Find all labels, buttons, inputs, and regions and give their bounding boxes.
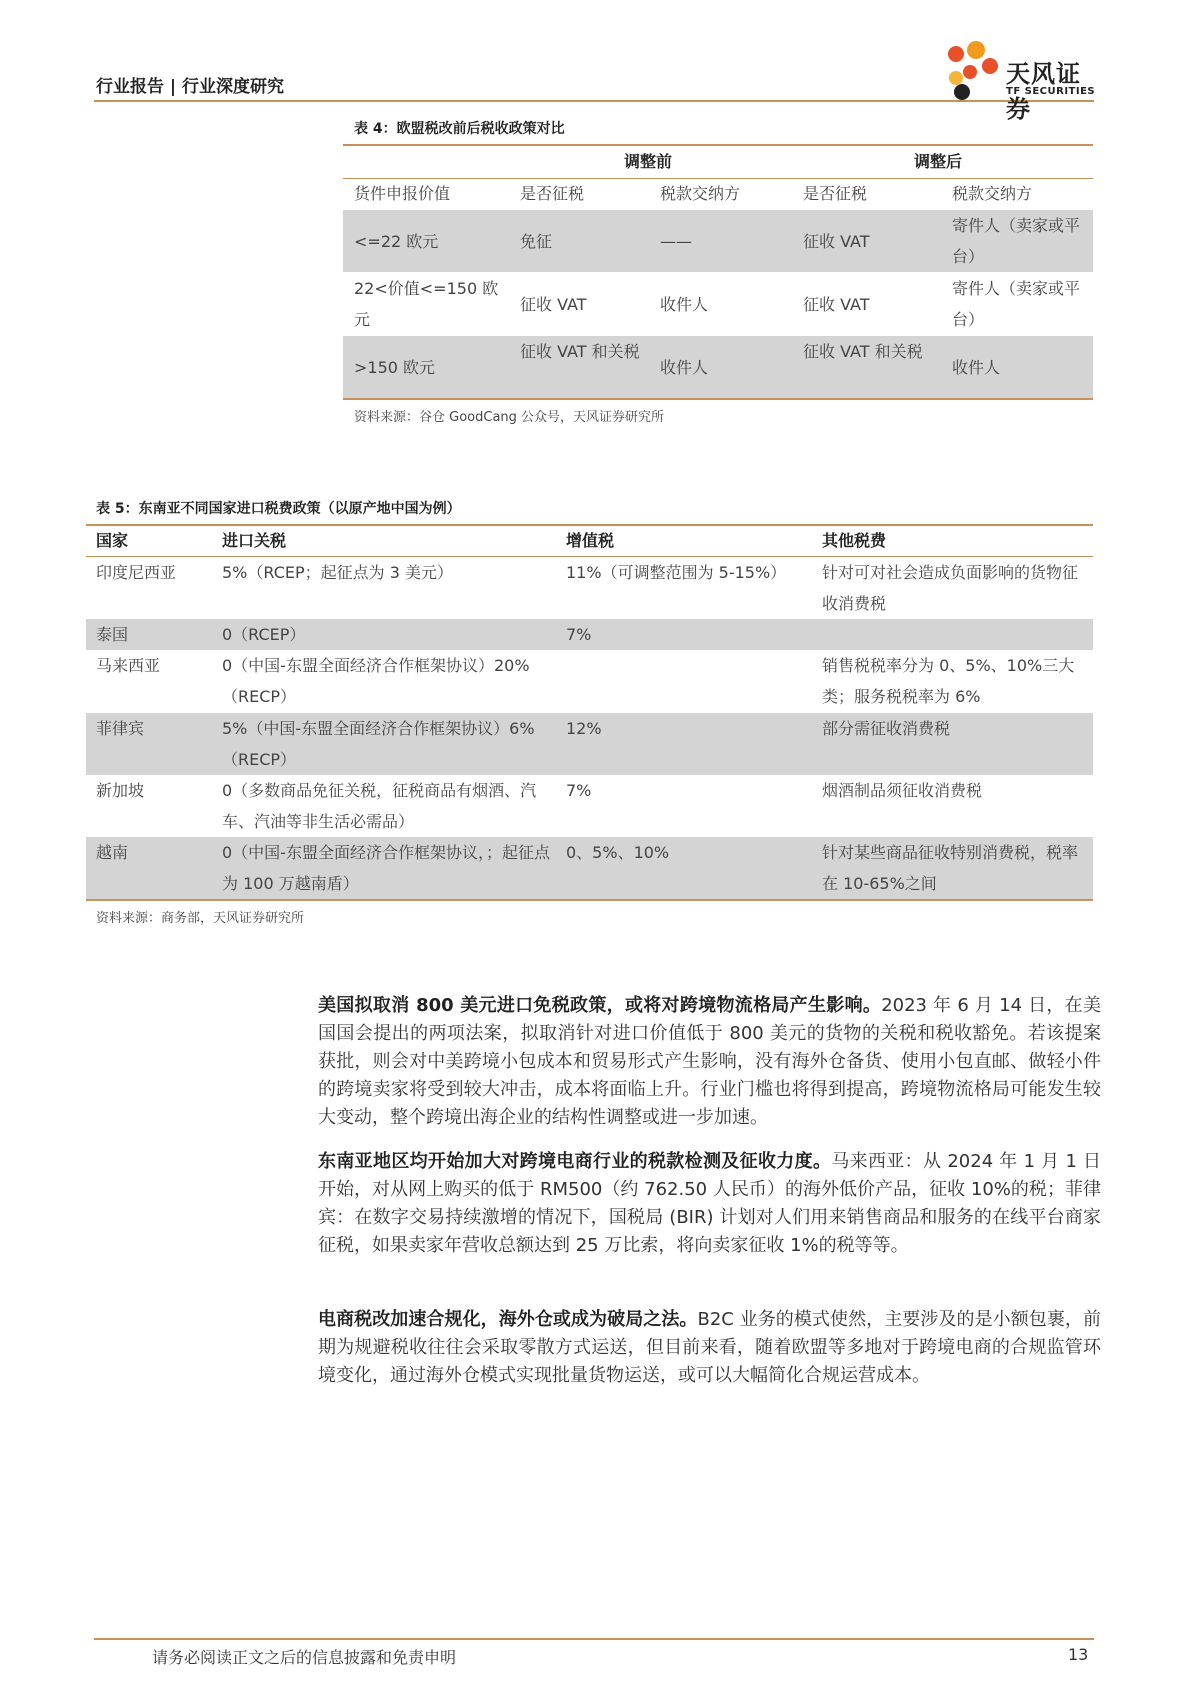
paragraph-body: 2023 年 6 月 14 日，在美国国会提出的两项法案，拟取消针对进口价值低于 800 美元的货物的关税和税收豁免。若该提案获批，则会对中美跨境小包成本和贸易形式产生影响，没有海外仓备货、使用小包直邮、做轻小件的跨境卖家将受到较大冲击，成本将面临上升。行业门槛也将得到提高，跨境物流格局可能发生较大变动，整个跨境出海企业的结构性调整或进一步加速。 xyxy=(318,995,1101,1128)
table-cell: 寄件人（卖家或平台） xyxy=(952,216,1081,266)
table4-col-payer-after: 税款交纳方 xyxy=(952,184,1033,203)
table-cell: 22<价值<=150 欧元 xyxy=(354,279,499,329)
paragraph-overseas-warehouse xyxy=(318,1306,1101,1390)
table5-bottom-rule xyxy=(86,899,1093,901)
paragraph-body: 马来西亚：从 2024 年 1 月 1 日开始，对从网上购买的低于 RM500（约 762.50 人民币）的海外低价产品，征收 10%的税；菲律宾：在数字交易持续激增的情况下，国税局 (BIR) 计划对人们用来销售商品和服务的在线平台商家征税，如果卖家年营收总额达到 25 万比索，将向卖家征收 1%的税等等。 xyxy=(318,1151,1102,1256)
table-cell: 菲律宾 xyxy=(96,719,145,738)
table4-caption: 表 4：欧盟税改前后税收政策对比 xyxy=(354,121,565,137)
company-logo xyxy=(942,40,1102,123)
paragraph-us-tax xyxy=(318,992,1101,1132)
table4-col-taxed-before: 是否征税 xyxy=(520,184,585,203)
report-type: 行业报告 | 行业深度研究 xyxy=(96,77,285,97)
table5-caption: 表 5：东南亚不同国家进口税费政策（以原产地中国为例） xyxy=(96,501,461,517)
table-cell: 印度尼西亚 xyxy=(96,563,177,582)
table5-col-vat: 增值税 xyxy=(566,531,615,550)
table-cell: 征收 VAT 和关税 xyxy=(520,342,640,361)
table-cell: 11%（可调整范围为 5-15%） xyxy=(566,563,787,582)
table5-source: 资料来源：商务部，天风证券研究所 xyxy=(96,911,305,926)
table-cell: 针对可对社会造成负面影响的货物征收消费税 xyxy=(822,563,1079,613)
table-cell: 0（多数商品免征关税，征税商品有烟酒、汽车、汽油等非生活必需品） xyxy=(222,781,537,831)
logo-subtitle: TF SECURITIES xyxy=(1006,86,1096,97)
table-cell: 0、5%、10% xyxy=(566,843,670,862)
table5-col-other: 其他税费 xyxy=(822,531,887,550)
table-cell: 7% xyxy=(566,625,592,644)
paragraph-sea-tax xyxy=(318,1148,1101,1260)
paragraph-lead: 电商税改加速合规化，海外仓或成为破局之法。 xyxy=(318,1309,698,1330)
table4-col-value: 货件申报价值 xyxy=(354,184,451,203)
footer-disclaimer: 请务必阅读正文之后的信息披露和免责申明 xyxy=(152,1648,457,1667)
table-cell: 7% xyxy=(566,781,592,800)
table-cell: 马来西亚 xyxy=(96,656,161,675)
paragraph-lead: 美国拟取消 800 美元进口免税政策，或将对跨境物流格局产生影响。 xyxy=(318,995,882,1016)
table-cell: 收件人 xyxy=(660,295,709,314)
table-cell: 寄件人（卖家或平台） xyxy=(952,279,1081,329)
table-cell: —— xyxy=(660,232,692,251)
table-cell: <=22 欧元 xyxy=(354,232,439,251)
table-cell: 5%（RCEP；起征点为 3 美元） xyxy=(222,563,453,582)
table-cell: 烟酒制品须征收消费税 xyxy=(822,781,983,800)
table-cell: 收件人 xyxy=(952,358,1001,377)
table4-col-payer-before: 税款交纳方 xyxy=(660,184,741,203)
table-cell: 收件人 xyxy=(660,358,709,377)
table-cell: 0（中国-东盟全面经济合作框架协议，；起征点为 100 万越南盾） xyxy=(222,843,550,893)
table4-top-rule xyxy=(343,144,1093,146)
table-cell: 越南 xyxy=(96,843,129,862)
table-cell: 销售税税率分为 0、5%、10%三大类；服务税税率为 6% xyxy=(822,656,1075,706)
page-number: 13 xyxy=(1068,1645,1089,1664)
table-cell: 5%（中国-东盟全面经济合作框架协议）6%（RECP） xyxy=(222,719,535,769)
paragraph-lead: 东南亚地区均开始加大对跨境电商行业的税款检测及征收力度。 xyxy=(318,1151,832,1172)
table-cell: 针对某些商品征收特别消费税，税率在 10-65%之间 xyxy=(822,843,1079,893)
table-cell: 免征 xyxy=(520,232,553,251)
table-cell: 0（RCEP） xyxy=(222,625,306,644)
table-cell: 0（中国-东盟全面经济合作框架协议）20%（RECP） xyxy=(222,656,530,706)
table-cell: 新加坡 xyxy=(96,781,145,800)
logo-mark-icon xyxy=(942,40,1004,102)
table5-col-tariff: 进口关税 xyxy=(222,531,287,550)
table4-group-after: 调整后 xyxy=(914,152,963,171)
footer-rule xyxy=(94,1638,1094,1640)
table-cell: 征收 VAT xyxy=(520,295,587,314)
table4-source: 资料来源：谷仓 GoodCang 公众号，天风证券研究所 xyxy=(354,410,665,425)
table-cell: 征收 VAT xyxy=(803,232,870,251)
table-cell: 部分需征收消费税 xyxy=(822,719,951,738)
table-cell: 征收 VAT 和关税 xyxy=(803,342,923,361)
table-cell: 泰国 xyxy=(96,625,129,644)
table4-col-taxed-after: 是否征税 xyxy=(803,184,868,203)
paragraph-body: B2C 业务的模式使然，主要涉及的是小额包裹，前期为规避税收往往会采取零散方式运送，但目前来看，随着欧盟等多地对于跨境电商的合规监管环境变化，通过海外仓模式实现批量货物运送，或可以大幅简化合规运营成本。 xyxy=(318,1309,1102,1386)
table-cell: 征收 VAT xyxy=(803,295,870,314)
table5-col-country: 国家 xyxy=(96,531,129,550)
table-cell: >150 欧元 xyxy=(354,358,436,377)
table4-bottom-rule xyxy=(343,398,1093,400)
table4-group-before: 调整前 xyxy=(624,152,673,171)
table-cell: 12% xyxy=(566,719,602,738)
logo-name: 天风证券 xyxy=(1006,60,1081,123)
